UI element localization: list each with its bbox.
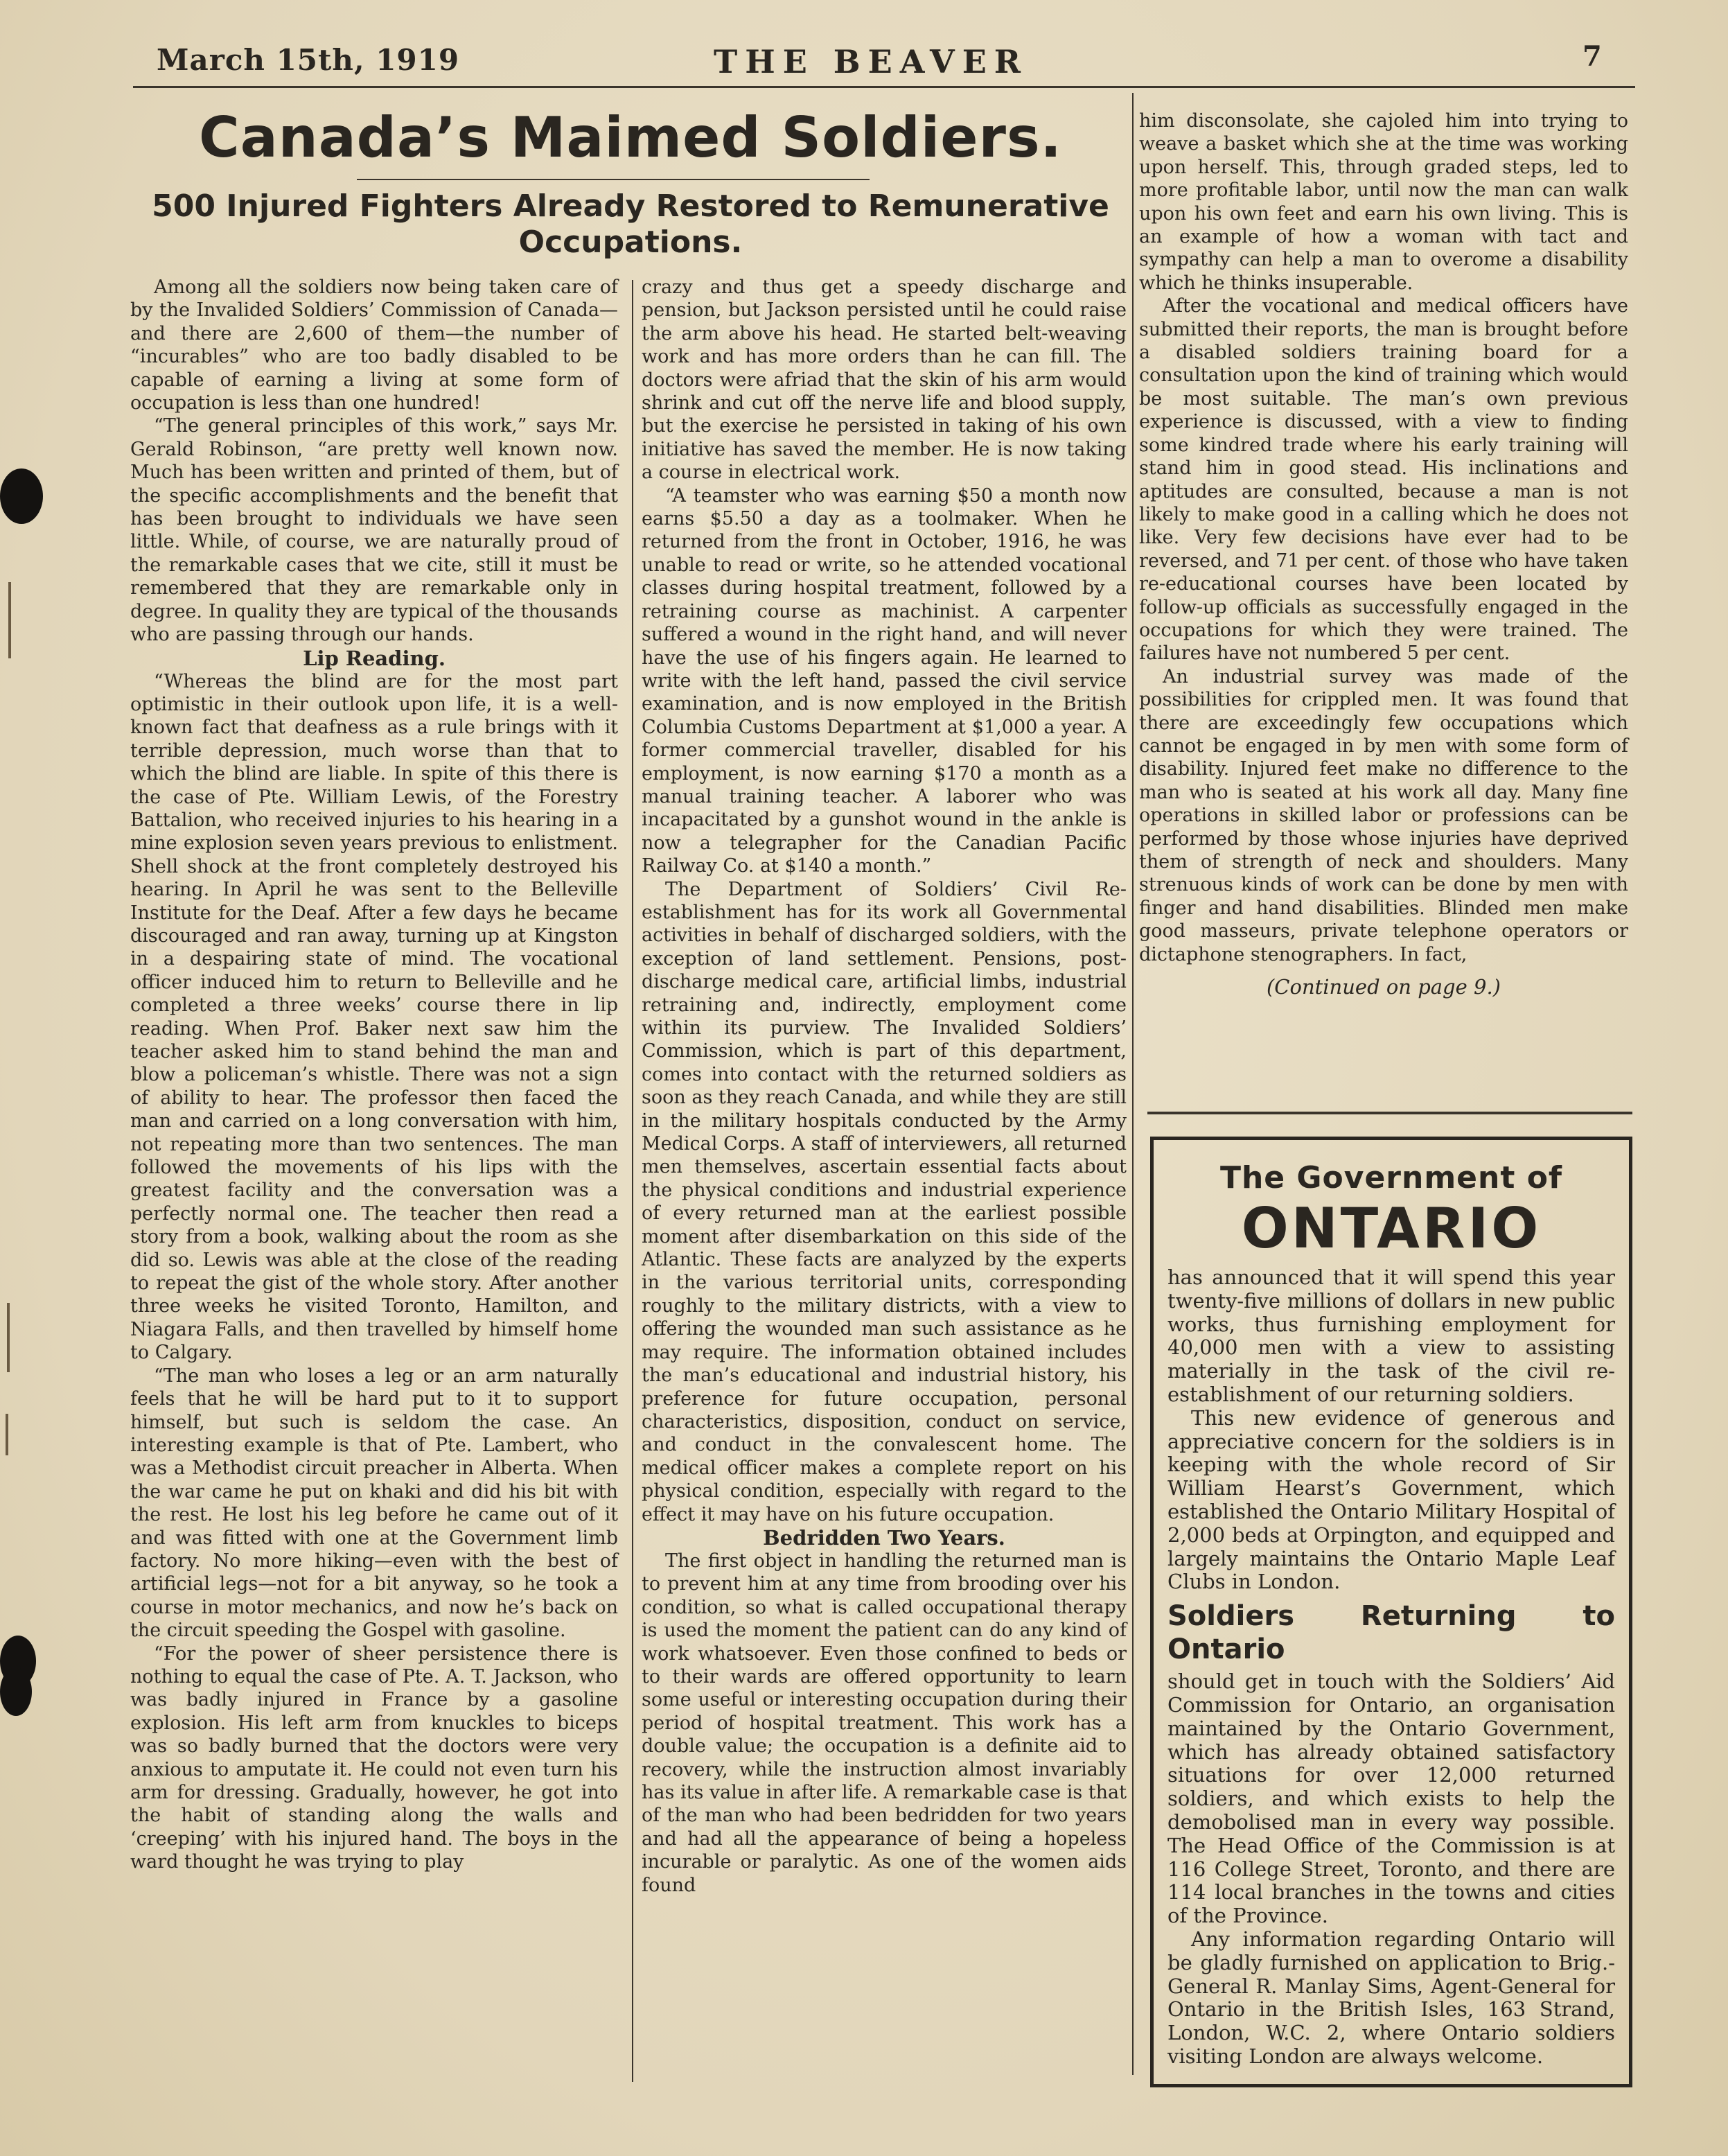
article-paragraph: “A teamster who was earning $50 a month now earns $5.50 a day as a toolmaker. When he returned from the front in October, 1916, he was unable to read or write, so he attended vocational classes during hospital treatment, followed by a retraining course as machinist. A carpenter suffered a wound in the right hand, and will never have the use of his fingers again. He learned to write with the left hand, passed the civil service examination, and is now employed in the British Columbia Customs Department at $1,000 a year. A former commercial traveller, disabled for his employment, is now earning $170 a month as a manual training teacher. A laborer who was incapacitated by a gunshot wound in the ankle is now a telegrapher for the Canadian Pacific Railway Co. at $140 a month.”: [642, 484, 1127, 877]
article-paragraph: The Department of Soldiers’ Civil Re-establishment has for its work all Governmental activities in behalf of discharged soldiers, with the exception of land settlement. Pensions, post-discharge medical care, artificial limbs, industrial retraining and, indirectly, employment come within its purview. The Invalided Soldiers’ Commission, which is part of this department, comes into contact with the returned soldiers as soon as they reach Canada, and while they are still in the military hospitals conducted by the Army Medical Corps. A staff of interviewers, all returned men themselves, ascertain essential facts about the physical conditions and industrial experience of every returned man at the earliest possible moment after disembarkation on this side of the Atlantic. These facts are analyzed by the experts in the various territorial units, corresponding roughly to the military districts, with a view to offering the wounded man such assistance as he may require. The information obtained includes the man’s educational and industrial history, his preference for future occupation, personal characteristics, disposition, conduct on service, and conduct in the convalescent home. The medical officer makes a complete report on his physical condition, especially with regard to the effect it may have on his future occupation.: [642, 878, 1127, 1525]
article-column-2: [642, 276, 1127, 1897]
article-paragraph: After the vocational and medical officers have submitted their reports, the man is brought before a disabled soldiers training board for a consultation upon the kind of training which would be most suitable. The man’s own previous experience is discussed, with a view to finding some kindred trade where his early training will stand him in good stead. His inclinations and aptitudes are consulted, because a man is not likely to make good in a calling which he does not like. Very few decisions have ever had to be reversed, and 71 per cent. of those who have taken re-educational courses have been located by follow-up officials as successfully engaged in the occupations for which they were trained. The failures have not numbered 5 per cent.: [1139, 295, 1628, 665]
article-column-1: [130, 276, 618, 1874]
punch-hole-mark: [0, 1667, 32, 1716]
punch-hole-mark: [0, 468, 43, 524]
continued-note: (Continued on page 9.): [1266, 975, 1501, 999]
header-date: March 15th, 1919: [157, 43, 460, 77]
page-number: 7: [1582, 40, 1602, 73]
section-subheading: Lip Reading.: [303, 646, 446, 670]
ad-paragraph: has announced that it will spend this year twenty-five millions of dollars in new public works, thus furnishing employment for 40,000 men with a view to assisting materially in the task of the civil re-establishment of our returning soldiers.: [1167, 1265, 1615, 1406]
article-paragraph: “For the power of sheer persistence there is nothing to equal the case of Pte. A. T. Jackson, who was badly injured in France by a gasoline explosion. His left arm from knuckles to biceps was so badly burned that the doctors were very anxious to amputate it. He could not even turn his arm for dressing. Gradually, however, he got into the habit of standing along the walls and ‘creeping’ with his injured hand. The boys in the ward thought he was trying to play: [130, 1642, 618, 1873]
ad-paragraph: This new evidence of generous and appreciative concern for the soldiers is in keeping with the whole record of Sir William Hearst’s Government, which established the Ontario Military Hospital of 2,000 beds at Orpington, and equipped and largely maintains the Ontario Maple Leaf Clubs in London.: [1167, 1405, 1615, 1594]
article-paragraph: An industrial survey was made of the possibilities for crippled men. It was found that there are exceedingly few occupations which cannot be engaged in by men with some form of disability. Injured feet make no difference to the man who is seated at his work all day. Many fine operations in skilled labor or professions can be performed by those whose injuries have deprived them of strength of neck and shoulders. Many strenuous kinds of work can be done by men with finger and hand disabilities. Blinded men make good masseurs, private telephone operators or dictaphone stenographers. In fact,: [1139, 665, 1628, 965]
article-headline: Canada’s Maimed Soldiers.: [199, 105, 1062, 170]
margin-mark: [8, 582, 11, 658]
ad-separator-rule: [1147, 1112, 1632, 1114]
section-subheading: Bedridden Two Years.: [763, 1525, 1005, 1550]
article-paragraph: him disconsolate, she cajoled him into trying to weave a basket which she at the time was working upon herself. This, through graded steps, led to more profitable labor, until now the man can walk upon his own feet and earn his own living. This is an example of how a woman with tact and sympathy can help a man to overome a disability which he thinks insuperable.: [1139, 110, 1628, 294]
column-rule-2: [1132, 93, 1134, 2075]
ad-paragraph: Any information regarding Ontario will be gladly furnished on application to Brig.-General R. Manlay Sims, Agent-General for Ontario in the British Isles, 163 Strand, London, W.C. 2, where Ontario soldiers visiting London are always welcome.: [1167, 1927, 1615, 2068]
ad-body: [1167, 1266, 1615, 2069]
article-paragraph: crazy and thus get a speedy discharge and pension, but Jackson persisted until he could raise the arm above his head. He started belt-weaving work and has more orders than he can fill. The doctors were afriad that the skin of his arm would shrink and cut off the nerve life and blood supply, but the exercise he persisted in taking of his own initiative has saved the member. He is now taking a course in electrical work.: [642, 277, 1127, 484]
article-paragraph: Among all the soldiers now being taken care of by the Invalided Soldiers’ Commission of Canada—and there are 2,600 of them—the number of “incurables” who are too badly disabled to be capable of earning a living at some form of occupation is less than one hundred!: [130, 277, 618, 414]
ad-title-line1: The Government of: [1219, 1160, 1563, 1195]
headline-rule: [357, 179, 870, 180]
column-rule-1: [632, 280, 633, 2082]
ad-paragraph: should get in touch with the Soldiers’ Aid Commission for Ontario, an organisation maintained by the Ontario Government, which has already obtained satisfactory situations for over 12,000 returned soldiers, and which exists to help the demobolised man in every way possible. The Head Office of the Commission is at 116 College Street, Toronto, and there are 114 local branches in the towns and cities of the Province.: [1167, 1669, 1615, 1928]
ad-title-line2: ONTARIO: [1241, 1196, 1542, 1261]
article-subhead: 500 Injured Fighters Already Restored to Remunerative Occupations.: [152, 189, 1109, 260]
article-paragraph: The first object in handling the returned man is to prevent him at any time from brooding over his condition, so what is called occupational therapy is used the moment the patient can do any kind of work whatsoever. Even those confined to beds or to their wards are offered opportunity to learn some useful or interesting occupation during their period of hospital treatment. This work has a double value; the occupation is a definite aid to recovery, while the instruction almost invariably has its value in after life. A remarkable case is that of the man who had been bedridden for two years and had all the appearance of being a hopeless incurable or paralytic. As one of the women aids found: [642, 1550, 1127, 1896]
article-column-3: [1139, 109, 1628, 999]
margin-mark: [7, 1303, 10, 1372]
masthead-title: THE BEAVER: [714, 43, 1029, 80]
article-paragraph: “Whereas the blind are for the most part optimistic in their outlook upon life, it is a well-known fact that deafness as a rule brings with it terrible depression, much worse than that to which the blind are liable. In spite of this there is the case of Pte. William Lewis, of the Forestry Battalion, who received injuries to his hearing in a mine explosion seven years previous to enlistment. Shell shock at the front completely destroyed his hearing. In April he was sent to the Belleville Institute for the Deaf. After a few days he became discouraged and ran away, turning up at Kingston in a despairing state of mind. The vocational officer induced him to return to Belleville and he completed a three weeks’ course there in lip reading. When Prof. Baker next saw him the teacher asked him to stand behind the man and blow a policeman’s whistle. There was not a sign of ability to hear. The professor then faced the man and carried on a long conversation with him, not repeating more than two sentences. The man followed the movements of his lips with the greatest facility and the conversation was a perfectly normal one. The teacher then read a story from a book, walking about the room as she did so. Lewis was able at the close of the reading to repeat the gist of the whole story. After another three weeks he visited Toronto, Hamilton, and Niagara Falls, and then travelled by himself home to Calgary.: [130, 670, 618, 1364]
article-paragraph: “The general principles of this work,” says Mr. Gerald Robinson, “are pretty well known now. Much has been written and printed of them, but of the specific accomplishments and the benefit that has been brought to individuals we have seen little. While, of course, we are naturally proud of the remarkable cases that we cite, still it must be remembered that they are remarkable only in degree. In quality they are typical of the thousands who are passing through our hands.: [130, 415, 618, 646]
header-rule: [133, 86, 1635, 88]
article-paragraph: “The man who loses a leg or an arm naturally feels that he will be hard put to it to support himself, but such is seldom the case. An interesting example is that of Pte. Lambert, who was a Methodist circuit preacher in Alberta. When the war came he put on khaki and did his bit with the rest. He lost his leg before he came out of it and was fitted with one at the Government limb factory. No more hiking—even with the best of artificial legs—not for a bit anyway, so he took a course in motor mechanics, and now he’s back on the circuit speeding the Gospel with gasoline.: [130, 1365, 618, 1642]
ad-subheading: Soldiers Returning to Ontario: [1167, 1600, 1615, 1666]
margin-mark: [6, 1414, 8, 1455]
ontario-government-ad: [1150, 1137, 1632, 2087]
